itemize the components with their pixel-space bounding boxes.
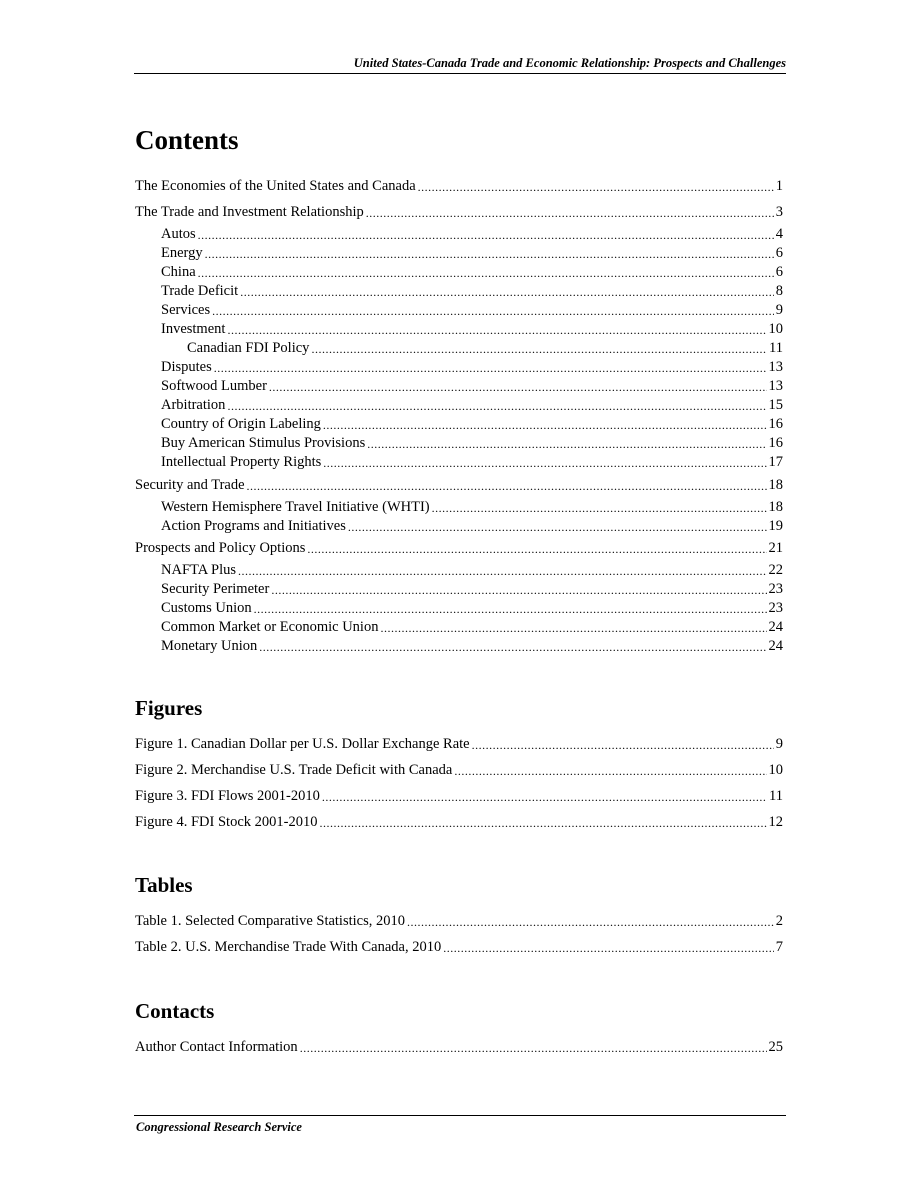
toc-entry-page: 16 [768, 416, 783, 432]
dot-leader [443, 940, 774, 957]
toc-entry-figure-1[interactable] [135, 735, 783, 754]
toc-entry-investment[interactable] [161, 320, 783, 339]
toc-entry-label: Energy [161, 245, 203, 261]
dot-leader [271, 582, 766, 599]
toc-entry-label: China [161, 264, 196, 280]
dot-leader [300, 1040, 767, 1057]
toc-entry-page: 10 [768, 321, 783, 337]
toc-entry-label: Security and Trade [135, 477, 245, 493]
dot-leader [407, 914, 774, 931]
toc-entry-label: Buy American Stimulus Provisions [161, 435, 366, 451]
toc-entry-page: 7 [775, 939, 783, 955]
toc-entry-arbitration[interactable] [161, 396, 783, 415]
toc-entry-whti[interactable] [161, 498, 783, 517]
dot-leader [247, 478, 767, 495]
toc-entry-page: 11 [769, 788, 783, 804]
toc-entry-label: Figure 4. FDI Stock 2001-2010 [135, 814, 318, 830]
dot-leader [214, 360, 767, 377]
toc-entry-page: 24 [768, 638, 783, 654]
toc-entry-author-contact[interactable] [135, 1038, 783, 1057]
toc-entry-label: Customs Union [161, 600, 252, 616]
toc-entry-figure-3[interactable] [135, 787, 783, 806]
toc-entry-page: 2 [775, 913, 783, 929]
toc-entry-label: Prospects and Policy Options [135, 540, 306, 556]
toc-entry-page: 16 [768, 435, 783, 451]
toc-entry-label: The Economies of the United States and Canada [135, 178, 416, 194]
toc-entry-page: 6 [775, 264, 783, 280]
toc-entry-label: Monetary Union [161, 638, 258, 654]
toc-entry-label: Table 2. U.S. Merchandise Trade With Canada, 2010 [135, 939, 442, 955]
toc-entry-customs-union[interactable] [161, 599, 783, 618]
toc-entry-page: 12 [768, 814, 783, 830]
toc-entry-security-trade[interactable] [135, 476, 783, 495]
toc-entry-label: Intellectual Property Rights [161, 454, 322, 470]
toc-entry-label: Country of Origin Labeling [161, 416, 321, 432]
dot-leader [323, 455, 766, 472]
toc-entry-page: 25 [768, 1039, 783, 1055]
dot-leader [227, 322, 766, 339]
toc-entry-economies[interactable] [135, 177, 783, 196]
toc-entry-page: 1 [775, 178, 783, 194]
toc-entry-label: Action Programs and Initiatives [161, 518, 346, 534]
toc-entry-label: Services [161, 302, 211, 318]
toc-entry-label: Security Perimeter [161, 581, 270, 597]
dot-leader [254, 601, 767, 618]
toc-entry-china[interactable] [161, 263, 783, 282]
toc-entry-label: Figure 3. FDI Flows 2001-2010 [135, 788, 320, 804]
dot-leader [311, 341, 767, 358]
toc-entry-page: 24 [768, 619, 783, 635]
dot-leader [198, 265, 774, 282]
toc-entry-label: The Trade and Investment Relationship [135, 204, 364, 220]
dot-leader [198, 227, 774, 244]
toc-entry-common-market[interactable] [161, 618, 783, 637]
dot-leader [348, 519, 767, 536]
toc-entry-buy-american[interactable] [161, 434, 783, 453]
toc-entry-label: Arbitration [161, 397, 226, 413]
toc-entry-page: 22 [768, 562, 783, 578]
toc-entry-services[interactable] [161, 301, 783, 320]
toc-entry-page: 9 [775, 302, 783, 318]
toc-entry-disputes[interactable] [161, 358, 783, 377]
toc-entry-table-1[interactable] [135, 912, 783, 931]
toc-entry-page: 13 [768, 378, 783, 394]
dot-leader [212, 303, 774, 320]
toc-entry-page: 10 [768, 762, 783, 778]
toc-entry-label: Common Market or Economic Union [161, 619, 379, 635]
toc-entry-label: Table 1. Selected Comparative Statistics, 2010 [135, 913, 405, 929]
toc-entry-page: 15 [768, 397, 783, 413]
dot-leader [454, 763, 766, 780]
dot-leader [307, 541, 766, 558]
toc-entry-figure-2[interactable] [135, 761, 783, 780]
contacts-title: Contacts [135, 999, 215, 1023]
toc-entry-label: Disputes [161, 359, 212, 375]
toc-entry-label: Investment [161, 321, 226, 337]
dot-leader [366, 205, 774, 222]
toc-entry-action-programs[interactable] [161, 517, 783, 536]
toc-entry-page: 18 [768, 499, 783, 515]
toc-entry-canadian-fdi-policy[interactable] [187, 339, 783, 358]
toc-entry-page: 9 [775, 736, 783, 752]
toc-entry-trade-investment[interactable] [135, 203, 783, 222]
toc-entry-security-perimeter[interactable] [161, 580, 783, 599]
toc-entry-page: 17 [768, 454, 783, 470]
dot-leader [380, 620, 766, 637]
toc-entry-trade-deficit[interactable] [161, 282, 783, 301]
toc-entry-autos[interactable] [161, 225, 783, 244]
tables-title: Tables [135, 873, 193, 897]
dot-leader [259, 639, 766, 656]
dot-leader [269, 379, 767, 396]
toc-entry-page: 6 [775, 245, 783, 261]
toc-entry-page: 21 [768, 540, 783, 556]
toc-entry-label: Canadian FDI Policy [187, 340, 310, 356]
toc-entry-energy[interactable] [161, 244, 783, 263]
dot-leader [227, 398, 766, 415]
toc-entry-label: Western Hemisphere Travel Initiative (WHTI) [161, 499, 430, 515]
toc-entry-page: 23 [768, 581, 783, 597]
dot-leader [238, 563, 767, 580]
toc-entry-table-2[interactable] [135, 938, 783, 957]
toc-entry-monetary-union[interactable] [161, 637, 783, 656]
dot-leader [322, 789, 767, 806]
dot-leader [319, 815, 766, 832]
toc-entry-nafta-plus[interactable] [161, 561, 783, 580]
dot-leader [418, 179, 774, 196]
toc-entry-country-of-origin[interactable] [161, 415, 783, 434]
toc-entry-softwood-lumber[interactable] [161, 377, 783, 396]
toc-entry-page: 23 [768, 600, 783, 616]
toc-entry-label: Autos [161, 226, 196, 242]
toc-entry-label: NAFTA Plus [161, 562, 236, 578]
toc-entry-label: Trade Deficit [161, 283, 239, 299]
toc-entry-prospects[interactable] [135, 539, 783, 558]
dot-leader [240, 284, 774, 301]
dot-leader [367, 436, 766, 453]
toc-entry-page: 8 [775, 283, 783, 299]
toc-entry-page: 19 [768, 518, 783, 534]
toc-entry-page: 3 [775, 204, 783, 220]
toc-entry-page: 18 [768, 477, 783, 493]
toc-entry-label: Softwood Lumber [161, 378, 267, 394]
toc-entry-label: Author Contact Information [135, 1039, 298, 1055]
toc-entry-intellectual-property[interactable] [161, 453, 783, 472]
running-footer: Congressional Research Service [136, 1120, 302, 1134]
dot-leader [432, 500, 767, 517]
dot-leader [472, 737, 774, 754]
figures-title: Figures [135, 696, 203, 720]
toc-entry-label: Figure 1. Canadian Dollar per U.S. Dollar Exchange Rate [135, 736, 470, 752]
running-header: United States-Canada Trade and Economic Relationship: Prospects and Challenges [353, 56, 786, 70]
toc-entry-page: 13 [768, 359, 783, 375]
toc-entry-page: 11 [769, 340, 783, 356]
toc-entry-page: 4 [775, 226, 783, 242]
footer-divider [134, 1115, 786, 1116]
header-divider [134, 73, 786, 74]
dot-leader [323, 417, 767, 434]
dot-leader [205, 246, 774, 263]
toc-entry-label: Figure 2. Merchandise U.S. Trade Deficit with Canada [135, 762, 453, 778]
toc-entry-figure-4[interactable] [135, 813, 783, 832]
contents-title: Contents [135, 125, 239, 155]
